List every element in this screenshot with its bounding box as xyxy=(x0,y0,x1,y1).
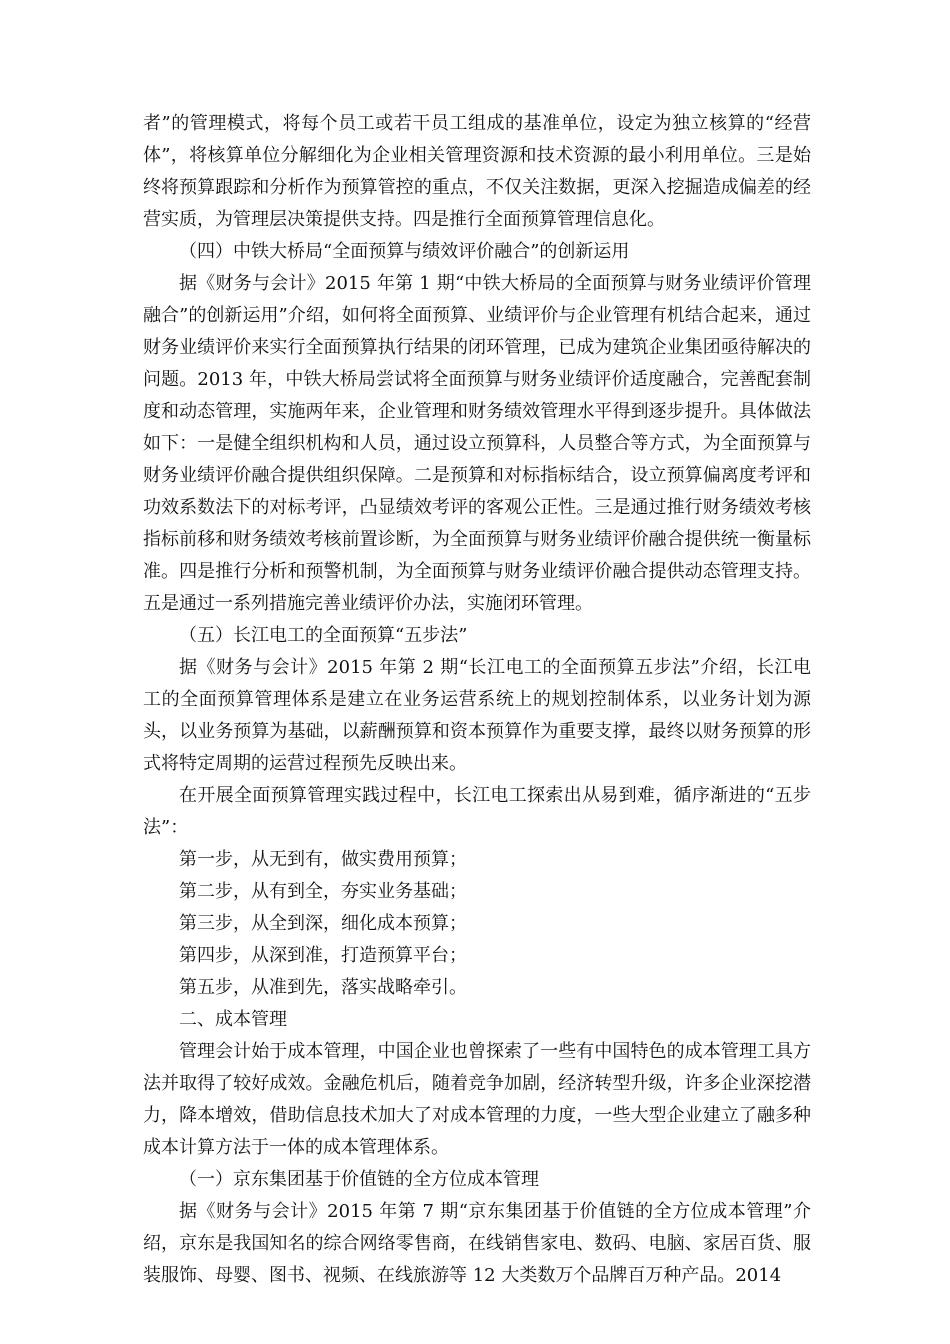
list-item: 第三步，从全到深，细化成本预算； xyxy=(179,913,467,934)
list-item: 第五步，从准到先，落实战略牵引。 xyxy=(179,977,467,998)
paragraph: 据《财务与会计》2015 年第 2 期“长江电工的全面预算五步法”介绍，长江电工的全面预算管理体系是建立在业务运营系统上的规划控制体系，以业务计划为源头，以业务预算为基础，以薪酬预算和资本预算作为重要支撑，最终以财务预算的形式将特定周期的运营过程预先反映出来。 xyxy=(143,657,811,774)
section-heading: （五）长江电工的全面预算“五步法” xyxy=(179,625,468,646)
list-item: 第一步，从无到有，做实费用预算； xyxy=(179,849,467,870)
list-item: 第四步，从深到准，打造预算平台； xyxy=(179,945,467,966)
section-heading: 二、成本管理 xyxy=(179,1009,287,1030)
section-heading: （四）中铁大桥局“全面预算与绩效评价融合”的创新运用 xyxy=(179,241,630,262)
section-heading: （一）京东集团基于价值链的全方位成本管理 xyxy=(179,1169,539,1190)
list-item: 第二步，从有到全，夯实业务基础； xyxy=(179,881,467,902)
paragraph: 管理会计始于成本管理，中国企业也曾探索了一些有中国特色的成本管理工具方法并取得了较好成效。金融危机后，随着竞争加剧，经济转型升级，许多企业深挖潜力，降本增效，借助信息技术加大了对成本管理的力度，一些大型企业建立了融多种成本计算方法于一体的成本管理体系。 xyxy=(143,1041,811,1158)
document-page xyxy=(143,108,811,1292)
paragraph: 据《财务与会计》2015 年第 7 期“京东集团基于价值链的全方位成本管理”介绍，京东是我国知名的综合网络零售商，在线销售家电、数码、电脑、家居百货、服装服饰、母婴、图书、视频、在线旅游等 12 大类数万个品牌百万种产品。2014 xyxy=(143,1201,811,1286)
paragraph: 在开展全面预算管理实践过程中，长江电工探索出从易到难，循序渐进的“五步法”： xyxy=(143,785,811,838)
paragraph-continuation: 者”的管理模式，将每个员工或若干员工组成的基准单位，设定为独立核算的“经营体”，将核算单位分解细化为企业相关管理资源和技术资源的最小利用单位。三是始终将预算跟踪和分析作为预算管控的重点，不仅关注数据，更深入挖掘造成偏差的经营实质，为管理层决策提供支持。四是推行全面预算管理信息化。 xyxy=(143,113,811,230)
paragraph: 据《财务与会计》2015 年第 1 期“中铁大桥局的全面预算与财务业绩评价管理融合”的创新运用”介绍，如何将全面预算、业绩评价与企业管理有机结合起来，通过财务业绩评价来实行全面预算执行结果的闭环管理，已成为建筑企业集团亟待解决的问题。2013 年，中铁大桥局尝试将全面预算与财务业绩评价适度融合，完善配套制度和动态管理，实施两年来，企业管理和财务绩效管理水平得到逐步提升。具体做法如下：一是健全组织机构和人员，通过设立预算科，人员整合等方式，为全面预算与财务业绩评价融合提供组织保障。二是预算和对标指标结合，设立预算偏离度考评和功效系数法下的对标考评，凸显绩效考评的客观公正性。三是通过推行财务绩效考核指标前移和财务绩效考核前置诊断，为全面预算与财务业绩评价融合提供统一衡量标准。四是推行分析和预警机制，为全面预算与财务业绩评价融合提供动态管理支持。五是通过一系列措施完善业绩评价办法，实施闭环管理。 xyxy=(143,273,811,614)
